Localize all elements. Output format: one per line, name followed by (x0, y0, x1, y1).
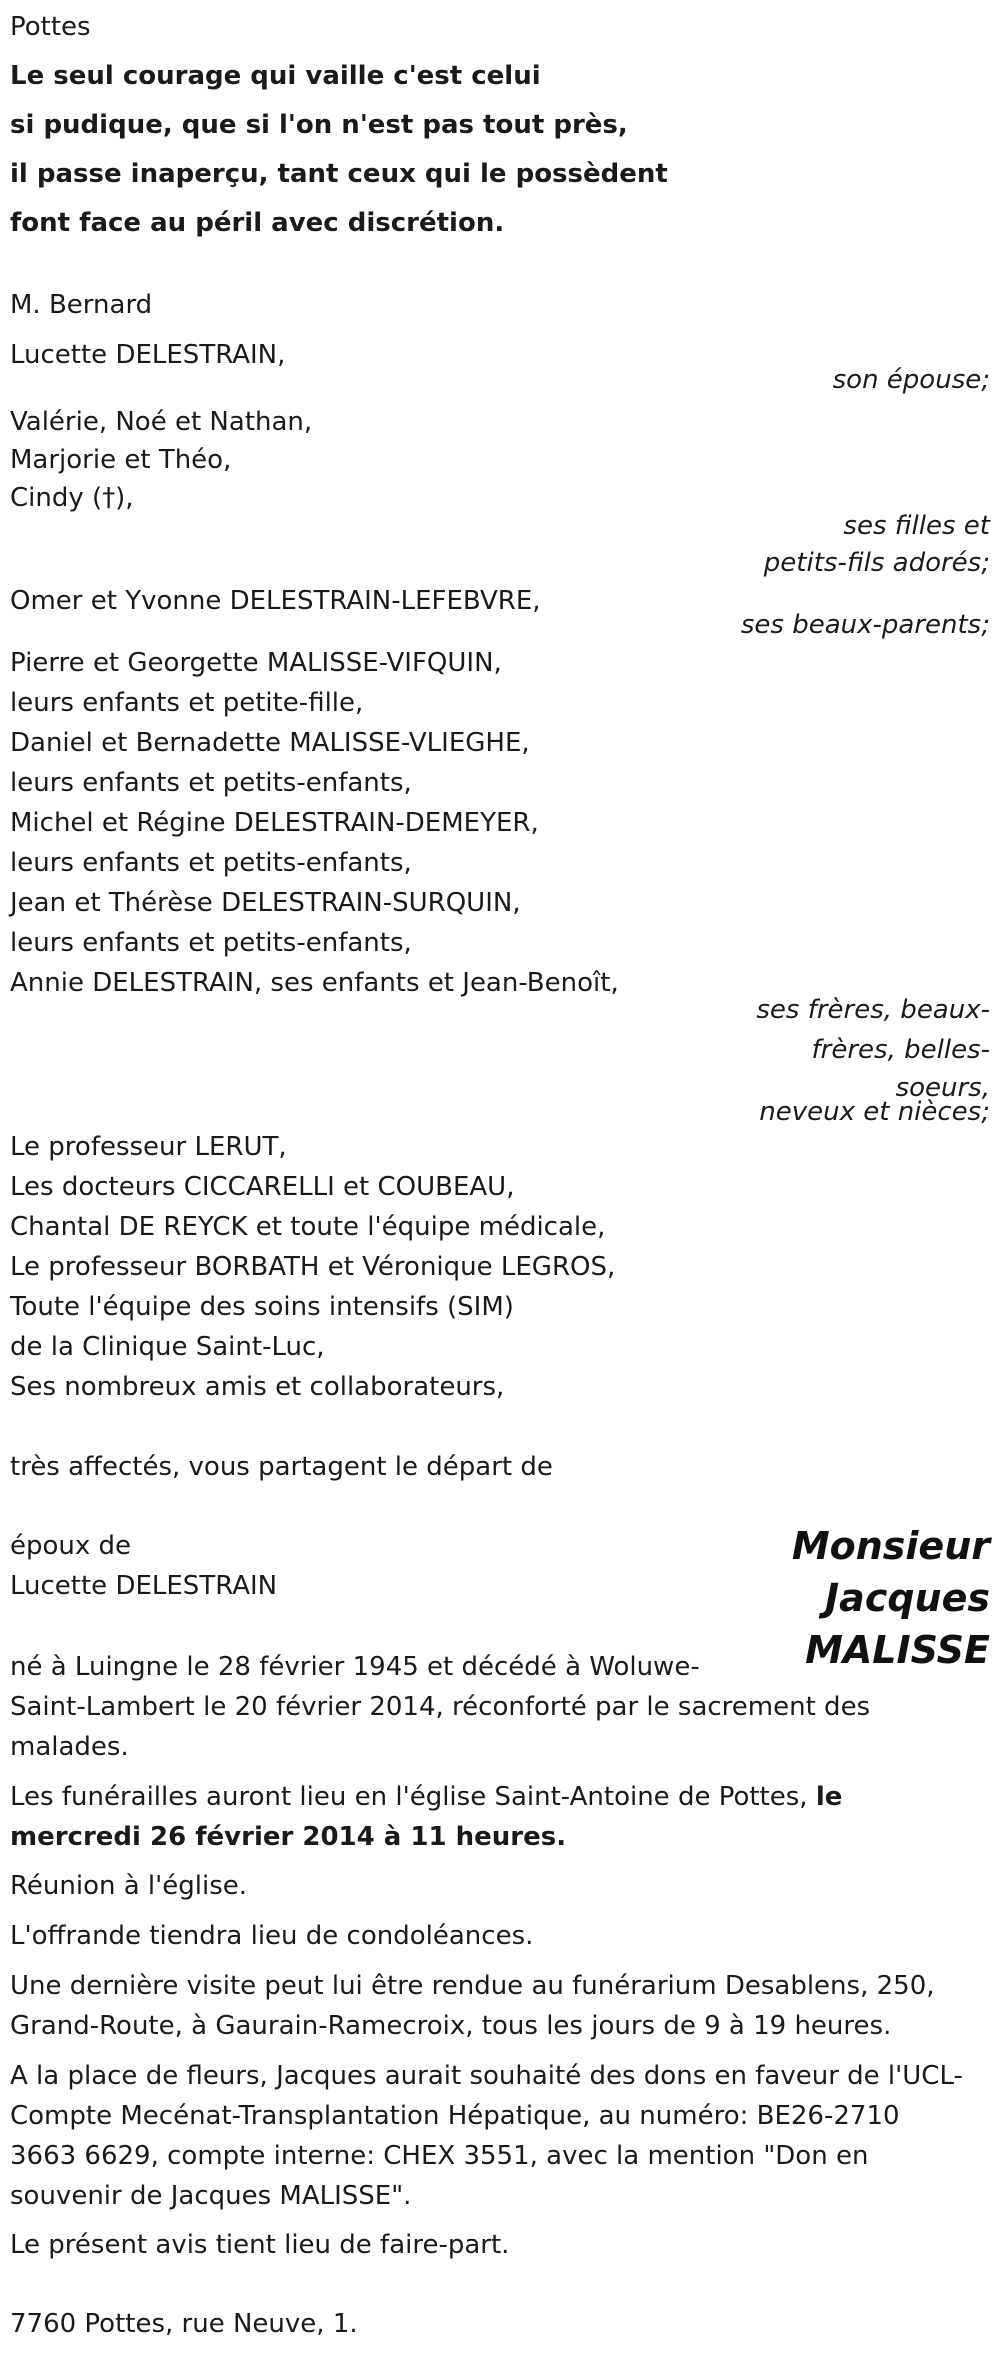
donation-line-1: A la place de fleurs, Jacques aurait souhaité des dons en faveur de l'UCL- (10, 2061, 963, 2091)
spouse-line-1: M. Bernard (10, 290, 153, 320)
donation-line-4: souvenir de Jacques MALISSE". (10, 2181, 412, 2211)
in-laws-line: Omer et Yvonne DELESTRAIN-LEFEBVRE, (10, 586, 541, 616)
sibling-line-2: leurs enfants et petite-fille, (10, 688, 364, 718)
children-role-line-1: ses filles et (843, 511, 990, 541)
children-line-3: Cindy (†), (10, 483, 134, 513)
sibling-line-9: Annie DELESTRAIN, ses enfants et Jean-Benoît, (10, 968, 619, 998)
medical-line-2: Les docteurs CICCARELLI et COUBEAU, (10, 1172, 515, 1202)
notice: Le présent avis tient lieu de faire-part. (10, 2230, 510, 2260)
medical-line-1: Le professeur LERUT, (10, 1132, 287, 1162)
medical-line-5: Toute l'équipe des soins intensifs (SIM) (10, 1292, 514, 1322)
sibling-line-6: leurs enfants et petits-enfants, (10, 848, 412, 878)
sibling-line-7: Jean et Thérèse DELESTRAIN-SURQUIN, (10, 888, 521, 918)
funeral-text: Les funérailles auront lieu en l'église Saint-Antoine de Pottes, (10, 1782, 816, 1812)
quote-line-1: Le seul courage qui vaille c'est celui (10, 61, 541, 91)
deceased-first-name: Jacques (825, 1576, 990, 1620)
sibling-line-8: leurs enfants et petits-enfants, (10, 928, 412, 958)
spouse-of-name: Lucette DELESTRAIN (10, 1571, 278, 1601)
siblings-role-line-4: neveux et nièces; (759, 1097, 990, 1127)
quote-line-3: il passe inaperçu, tant ceux qui le possèdent (10, 159, 668, 189)
deceased-last-name: MALISSE (805, 1628, 990, 1672)
announcement: très affectés, vous partagent le départ de (10, 1452, 553, 1482)
quote-line-2: si pudique, que si l'on n'est pas tout près, (10, 110, 628, 140)
funeral-line-1 (10, 1777, 842, 1817)
deceased-name (792, 1520, 990, 1676)
sibling-line-3: Daniel et Bernadette MALISSE-VLIEGHE, (10, 728, 530, 758)
siblings-role-line-2: frères, belles- (811, 1035, 990, 1065)
meeting-note: Réunion à l'église. (10, 1871, 248, 1901)
birth-death-line-1: né à Luingne le 28 février 1945 et décédé à Woluwe- (10, 1652, 700, 1682)
visit-line-1: Une dernière visite peut lui être rendue au funérarium Desablens, 250, (10, 1971, 935, 2001)
condolences-note: L'offrande tiendra lieu de condoléances. (10, 1921, 534, 1951)
funeral-bold-start: le (815, 1782, 843, 1812)
sibling-line-4: leurs enfants et petits-enfants, (10, 768, 412, 798)
deceased-title: Monsieur (791, 1524, 990, 1568)
children-role-line-2: petits-fils adorés; (763, 548, 990, 578)
siblings-role-line-3: soeurs, (895, 1073, 990, 1103)
spouse-of-label: époux de (10, 1531, 132, 1561)
medical-line-4: Le professeur BORBATH et Véronique LEGROS, (10, 1252, 616, 1282)
spouse-role: son épouse; (832, 365, 990, 395)
children-line-2: Marjorie et Théo, (10, 445, 232, 475)
medical-line-7: Ses nombreux amis et collaborateurs, (10, 1372, 505, 1402)
medical-line-6: de la Clinique Saint-Luc, (10, 1332, 325, 1362)
sibling-line-1: Pierre et Georgette MALISSE-VIFQUIN, (10, 648, 502, 678)
donation-line-2: Compte Mecénat-Transplantation Hépatique, au numéro: BE26-2710 (10, 2101, 900, 2131)
address: 7760 Pottes, rue Neuve, 1. (10, 2309, 358, 2339)
children-line-1: Valérie, Noé et Nathan, (10, 407, 313, 437)
medical-line-3: Chantal DE REYCK et toute l'équipe médicale, (10, 1212, 606, 1242)
birth-death-line-2: Saint-Lambert le 20 février 2014, réconforté par le sacrement des (10, 1692, 871, 1722)
in-laws-role: ses beaux-parents; (740, 610, 990, 640)
birth-death-line-3: malades. (10, 1732, 129, 1762)
sibling-line-5: Michel et Régine DELESTRAIN-DEMEYER, (10, 808, 539, 838)
location-heading: Pottes (10, 12, 91, 42)
donation-line-3: 3663 6629, compte interne: CHEX 3551, avec la mention "Don en (10, 2141, 869, 2171)
spouse-line-2: Lucette DELESTRAIN, (10, 340, 286, 370)
funeral-date: mercredi 26 février 2014 à 11 heures. (10, 1822, 567, 1852)
siblings-role-line-1: ses frères, beaux- (756, 995, 990, 1025)
quote-line-4: font face au péril avec discrétion. (10, 208, 505, 238)
visit-line-2: Grand-Route, à Gaurain-Ramecroix, tous les jours de 9 à 19 heures. (10, 2011, 892, 2041)
